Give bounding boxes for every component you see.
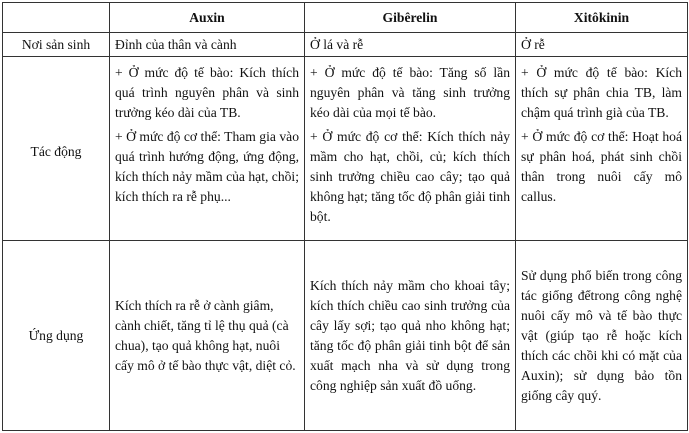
row-application bbox=[3, 241, 688, 431]
cell-application-xitokinin: Sử dụng phổ biến trong công tác giống đểtrong công nghệ nuôi cấy mô và tế bào thực vật (giúp tạo rễ hoặc kích thích các chồi khi có mặt của Auxin); sử dụng bảo tồn giống cây quý. bbox=[516, 241, 688, 431]
row-label-effect: Tác động bbox=[3, 57, 110, 241]
header-corner bbox=[3, 3, 110, 33]
row-effect bbox=[3, 57, 688, 241]
cell-effect-giberelin: + Ở mức độ tế bào: Tăng số lần nguyên phân và tăng sinh trưởng kéo dài của mọi tế bào. + Ở mức độ cơ thể: Kích thích nảy mầm cho hạt, chồi, củ; kích thích sinh trưởng chiều cao cây; tạo quả không hạt; tăng tốc độ phân giải tinh bột. bbox=[305, 57, 516, 241]
row-source bbox=[3, 33, 688, 57]
plant-hormone-table bbox=[2, 2, 688, 431]
header-giberelin: Gibêrelin bbox=[305, 3, 516, 33]
header-auxin: Auxin bbox=[110, 3, 305, 33]
cell-effect-auxin: + Ở mức độ tế bào: Kích thích quá trình nguyên phân và sinh trưởng kéo dài của TB. + Ở mức độ cơ thể: Tham gia vào quá trình hướng động, ứng động, kích thích nảy mầm của hạt, chồi; kích thích ra rễ phụ... bbox=[110, 57, 305, 241]
cell-application-auxin: Kích thích ra rễ ở cành giâm, cành chiết, tăng tỉ lệ thụ quả (cà chua), tạo quả không hạt, nuôi cấy mô ở tế bào thực vật, diệt cỏ. bbox=[110, 241, 305, 431]
cell-source-auxin: Đỉnh của thân và cành bbox=[110, 33, 305, 57]
row-label-application: Ứng dụng bbox=[3, 241, 110, 431]
cell-application-giberelin: Kích thích nảy mầm cho khoai tây; kích thích chiều cao sinh trưởng của cây lấy sợi; tạo quả nho không hạt; tăng tốc độ phân giải tinh bột để sản xuất mạch nha và sử dụng trong công nghiệp sản xuất đồ uống. bbox=[305, 241, 516, 431]
row-label-source: Nơi sản sinh bbox=[3, 33, 110, 57]
cell-source-xitokinin: Ở rễ bbox=[516, 33, 688, 57]
header-row bbox=[3, 3, 688, 33]
cell-source-giberelin: Ở lá và rễ bbox=[305, 33, 516, 57]
cell-effect-xitokinin: + Ở mức độ tế bào: Kích thích sự phân chia TB, làm chậm quá trình già của TB. + Ở mức độ cơ thể: Hoạt hoá sự phân hoá, phát sinh chồi thân trong nuôi cấy mô callus. bbox=[516, 57, 688, 241]
header-xitokinin: Xitôkinin bbox=[516, 3, 688, 33]
